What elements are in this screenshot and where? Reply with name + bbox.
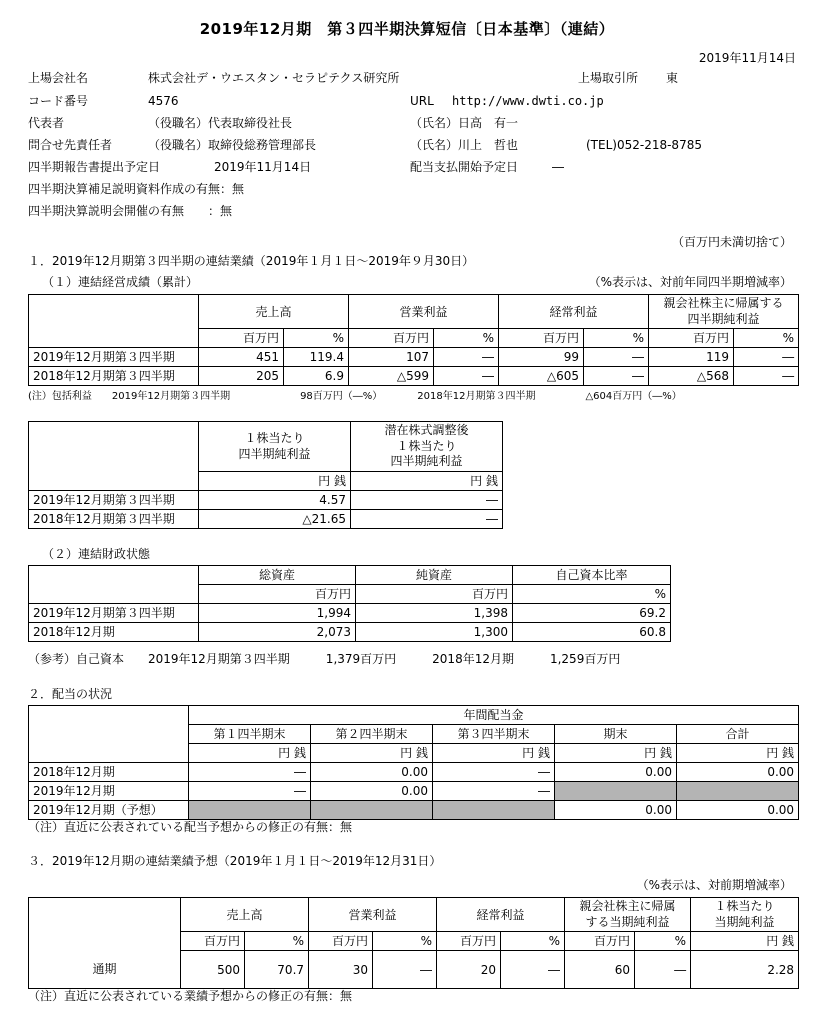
report-submission-value: 2019年11月14日 bbox=[214, 160, 312, 174]
section1-pct-note: （%表示は、対前年同四半期増減率） bbox=[588, 275, 792, 289]
table-cell: ― bbox=[351, 510, 503, 529]
url-label: URL bbox=[410, 94, 434, 108]
contact-title: （役職名）取締役総務管理部長 bbox=[148, 138, 317, 152]
unit-cell: 百万円 bbox=[649, 329, 734, 348]
table-cell: 60.8 bbox=[513, 623, 671, 642]
col-header-net-assets: 純資産 bbox=[356, 566, 513, 585]
unit-cell: 円 銭 bbox=[555, 744, 677, 763]
col-header-q3: 第３四半期末 bbox=[433, 725, 555, 744]
table-cell: 4.57 bbox=[199, 491, 351, 510]
row-label: 2018年12月期第３四半期 bbox=[29, 367, 199, 386]
table-cell: 0.00 bbox=[555, 801, 677, 820]
table-cell: △568 bbox=[649, 367, 734, 386]
unit-note: （百万円未満切捨て） bbox=[671, 235, 792, 249]
col-header-eps: １株当たり 当期純利益 bbox=[691, 898, 799, 932]
representative-title: （役職名）代表取締役社長 bbox=[148, 116, 293, 130]
forecast-revision-note: （注）直近に公表されている業績予想からの修正の有無：無 bbox=[28, 989, 353, 1003]
table-cell: 1,398 bbox=[356, 604, 513, 623]
table-cell: 0.00 bbox=[311, 782, 433, 801]
unit-cell: 円 銭 bbox=[199, 472, 351, 491]
unit-cell: 円 銭 bbox=[433, 744, 555, 763]
supplementary-material: 四半期決算補足説明資料作成の有無：無 bbox=[28, 182, 245, 196]
table-corner bbox=[29, 706, 189, 725]
col-header-sales: 売上高 bbox=[181, 898, 309, 932]
representative-name: （氏名）日高 有一 bbox=[410, 116, 519, 130]
row-label: 2018年12月期 bbox=[29, 763, 189, 782]
unit-cell: % bbox=[501, 932, 565, 951]
unit-cell: % bbox=[513, 585, 671, 604]
unit-row-label bbox=[29, 932, 181, 951]
section1-sub2: （２）連結財政状態 bbox=[42, 547, 151, 561]
unit-cell: 百万円 bbox=[349, 329, 434, 348]
table-cell: 451 bbox=[199, 348, 284, 367]
contact-label: 問合せ先責任者 bbox=[28, 138, 113, 152]
col-header-equity-ratio: 自己資本比率 bbox=[513, 566, 671, 585]
unit-cell: % bbox=[245, 932, 309, 951]
table-row bbox=[29, 782, 799, 801]
contact-tel: (TEL)052-218-8785 bbox=[586, 138, 702, 152]
table-cell: ― bbox=[189, 782, 311, 801]
contact-name: （氏名）川上 哲也 bbox=[410, 138, 519, 152]
equity-reference-note: （参考）自己資本 2019年12月期第３四半期 1,379百万円 2018年12月期 1,259百万円 bbox=[28, 652, 621, 666]
table-cell: 99 bbox=[499, 348, 584, 367]
col-header-net-profit: 親会社株主に帰属する 四半期純利益 bbox=[649, 295, 799, 329]
col-header-q2: 第２四半期末 bbox=[311, 725, 433, 744]
table-cell: △605 bbox=[499, 367, 584, 386]
unit-row-label bbox=[29, 329, 199, 348]
table-cell: ― bbox=[734, 348, 799, 367]
row-label: 2019年12月期 bbox=[29, 782, 189, 801]
report-submission-label: 四半期報告書提出予定日 bbox=[28, 160, 161, 174]
listed-company-label: 上場会社名 bbox=[28, 71, 89, 85]
section3-pct-note: （%表示は、対前期増減率） bbox=[636, 878, 792, 892]
row-label: 2019年12月期（予想） bbox=[29, 801, 189, 820]
table-cell: ― bbox=[189, 763, 311, 782]
unit-cell: % bbox=[373, 932, 437, 951]
unit-row-label bbox=[29, 585, 199, 604]
table-row bbox=[29, 491, 503, 510]
unit-cell: 円 銭 bbox=[677, 744, 799, 763]
table-cell: 1,994 bbox=[199, 604, 356, 623]
table-cell: 107 bbox=[349, 348, 434, 367]
col-header-diluted-eps: 潜在株式調整後 １株当たり 四半期純利益 bbox=[351, 422, 503, 472]
unit-cell: % bbox=[434, 329, 499, 348]
unit-row-label bbox=[29, 744, 189, 763]
table-cell: 0.00 bbox=[677, 801, 799, 820]
code-label: コード番号 bbox=[28, 94, 89, 108]
table-cell: 205 bbox=[199, 367, 284, 386]
table-cell: ― bbox=[635, 951, 691, 989]
table-cell: ― bbox=[584, 367, 649, 386]
col-header-q1: 第１四半期末 bbox=[189, 725, 311, 744]
table-cell: △599 bbox=[349, 367, 434, 386]
table-cell: ― bbox=[434, 348, 499, 367]
table-cell: 60 bbox=[565, 951, 635, 989]
comprehensive-income-note: (注）包括利益 2019年12月期第３四半期 98百万円（―%） 2018年12月期第３四半期 △604百万円（―%） bbox=[28, 391, 682, 402]
table-cell: 30 bbox=[309, 951, 373, 989]
col-header-ordinary-profit: 経常利益 bbox=[499, 295, 649, 329]
table-row bbox=[29, 763, 799, 782]
dividend-table bbox=[28, 705, 799, 820]
forecast-table bbox=[28, 897, 799, 989]
table-cell: 20 bbox=[437, 951, 501, 989]
unit-cell: % bbox=[734, 329, 799, 348]
table-row bbox=[29, 623, 671, 642]
dividend-pay-value: ― bbox=[552, 160, 564, 174]
col-header-eps: １株当たり 四半期純利益 bbox=[199, 422, 351, 472]
col-header-year-end: 期末 bbox=[555, 725, 677, 744]
table-cell: 1,300 bbox=[356, 623, 513, 642]
table-cell: ― bbox=[351, 491, 503, 510]
row-label: 2018年12月期第３四半期 bbox=[29, 510, 199, 529]
row-label: 2018年12月期 bbox=[29, 623, 199, 642]
unit-cell: % bbox=[584, 329, 649, 348]
table-corner bbox=[29, 295, 199, 329]
report-date: 2019年11月14日 bbox=[698, 51, 796, 65]
exchange-value: 東 bbox=[666, 71, 679, 85]
group-header-annual-dividend: 年間配当金 bbox=[189, 706, 799, 725]
table-row bbox=[29, 604, 671, 623]
table-cell: 2,073 bbox=[199, 623, 356, 642]
section1-heading: １．2019年12月期第３四半期の連結業績（2019年１月１日～2019年９月30日） bbox=[28, 254, 475, 268]
unit-cell: 円 銭 bbox=[311, 744, 433, 763]
operating-results-table bbox=[28, 294, 799, 386]
unit-cell: 円 銭 bbox=[691, 932, 799, 951]
unit-cell: 百万円 bbox=[309, 932, 373, 951]
unit-cell: 円 銭 bbox=[189, 744, 311, 763]
table-cell: ― bbox=[434, 367, 499, 386]
shaded-cell bbox=[311, 801, 433, 820]
table-cell: 0.00 bbox=[677, 763, 799, 782]
unit-cell: 円 銭 bbox=[351, 472, 503, 491]
unit-cell: % bbox=[284, 329, 349, 348]
table-corner bbox=[29, 422, 199, 472]
table-cell: 2.28 bbox=[691, 951, 799, 989]
table-cell: ― bbox=[373, 951, 437, 989]
section3-heading: ３．2019年12月期の連結業績予想（2019年１月１日～2019年12月31日） bbox=[28, 854, 442, 868]
col-header-total-assets: 総資産 bbox=[199, 566, 356, 585]
unit-cell: 百万円 bbox=[437, 932, 501, 951]
table-row bbox=[29, 510, 503, 529]
table-cell: ― bbox=[501, 951, 565, 989]
page-title: 2019年12月期 第３四半期決算短信〔日本基準〕（連結） bbox=[199, 20, 615, 38]
url-link[interactable]: http://www.dwti.co.jp bbox=[452, 94, 604, 108]
listed-company-value: 株式会社デ・ウエスタン・セラピテクス研究所 bbox=[148, 71, 400, 85]
table-row bbox=[29, 348, 799, 367]
table-cell: ― bbox=[433, 763, 555, 782]
shaded-cell bbox=[555, 782, 677, 801]
row-label: 2019年12月期第３四半期 bbox=[29, 604, 199, 623]
table-cell: 69.2 bbox=[513, 604, 671, 623]
section1-sub1: （１）連結経営成績（累計） bbox=[42, 275, 199, 289]
unit-cell: 百万円 bbox=[199, 329, 284, 348]
unit-row-label bbox=[29, 472, 199, 491]
unit-cell: % bbox=[635, 932, 691, 951]
unit-cell: 百万円 bbox=[499, 329, 584, 348]
table-cell: 6.9 bbox=[284, 367, 349, 386]
table-cell: 0.00 bbox=[555, 763, 677, 782]
table-cell: △21.65 bbox=[199, 510, 351, 529]
section2-heading: ２．配当の状況 bbox=[28, 687, 113, 701]
row-label: 2019年12月期第３四半期 bbox=[29, 491, 199, 510]
table-cell: ― bbox=[433, 782, 555, 801]
table-cell: 0.00 bbox=[311, 763, 433, 782]
dividend-pay-label: 配当支払開始予定日 bbox=[410, 160, 519, 174]
col-header-net-profit: 親会社株主に帰属 する当期純利益 bbox=[565, 898, 691, 932]
unit-cell: 百万円 bbox=[356, 585, 513, 604]
unit-cell: 百万円 bbox=[199, 585, 356, 604]
row-label: 2019年12月期第３四半期 bbox=[29, 348, 199, 367]
shaded-cell bbox=[433, 801, 555, 820]
col-header-total: 合計 bbox=[677, 725, 799, 744]
table-cell: ― bbox=[734, 367, 799, 386]
table-cell: 500 bbox=[181, 951, 245, 989]
col-header-sales: 売上高 bbox=[199, 295, 349, 329]
table-corner bbox=[29, 898, 181, 932]
representative-label: 代表者 bbox=[28, 116, 65, 130]
unit-cell: 百万円 bbox=[565, 932, 635, 951]
table-cell: 119.4 bbox=[284, 348, 349, 367]
table-cell: ― bbox=[584, 348, 649, 367]
col-header-operating-profit: 営業利益 bbox=[349, 295, 499, 329]
row-label: 通期 bbox=[29, 951, 181, 989]
dividend-revision-note: （注）直近に公表されている配当予想からの修正の有無：無 bbox=[28, 820, 353, 834]
table-row bbox=[29, 367, 799, 386]
financial-position-table bbox=[28, 565, 671, 642]
eps-table bbox=[28, 421, 503, 529]
table-cell: 70.7 bbox=[245, 951, 309, 989]
table-row bbox=[29, 951, 799, 989]
briefing-session: 四半期決算説明会開催の有無 ：無 bbox=[28, 204, 233, 218]
col-header-operating-profit: 営業利益 bbox=[309, 898, 437, 932]
table-corner bbox=[29, 566, 199, 585]
shaded-cell bbox=[677, 782, 799, 801]
table-cell: 119 bbox=[649, 348, 734, 367]
code-value: 4576 bbox=[148, 94, 179, 108]
shaded-cell bbox=[189, 801, 311, 820]
unit-cell: 百万円 bbox=[181, 932, 245, 951]
table-corner bbox=[29, 725, 189, 744]
col-header-ordinary-profit: 経常利益 bbox=[437, 898, 565, 932]
exchange-label: 上場取引所 bbox=[578, 71, 639, 85]
table-row bbox=[29, 801, 799, 820]
